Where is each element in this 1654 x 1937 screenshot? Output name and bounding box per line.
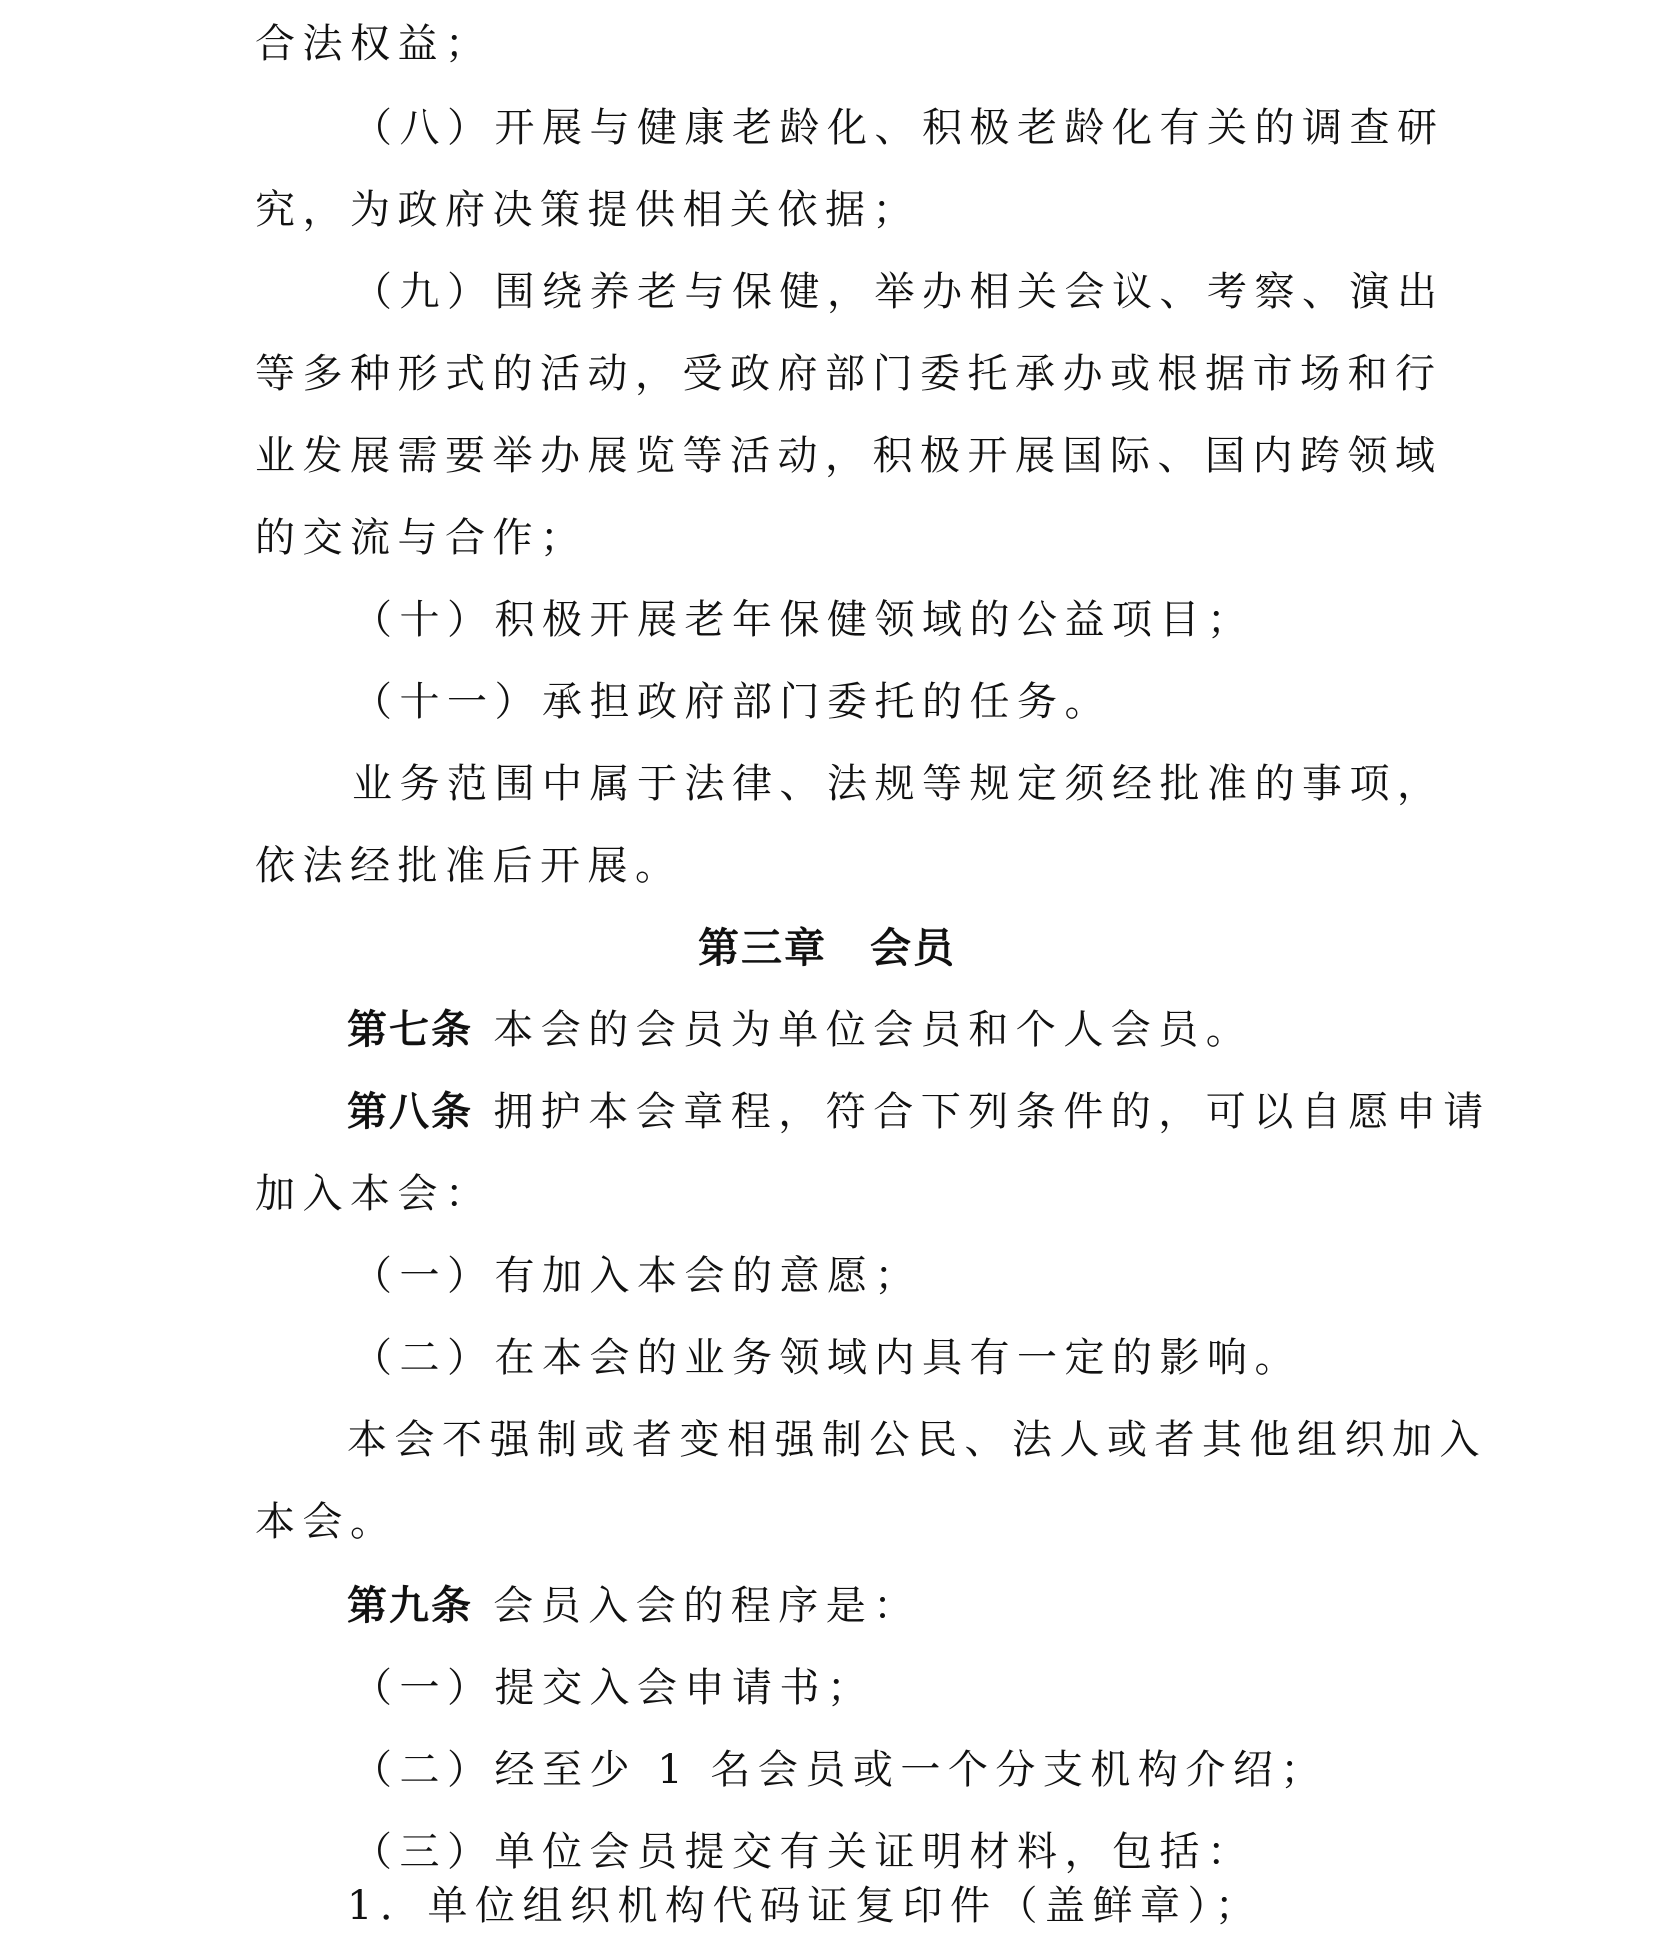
text-line: （三）单位会员提交有关证明材料，包括：: [352, 1829, 1255, 1875]
text-line: （十一）承担政府部门委托的任务。: [352, 679, 1112, 725]
article-label: 第九条: [347, 1583, 473, 1629]
text-line: （九）围绕养老与保健，举办相关会议、考察、演出: [352, 269, 1445, 315]
text-line: 1．单位组织机构代码证复印件（盖鲜章）；: [347, 1883, 1263, 1929]
text-line: 的交流与合作；: [255, 515, 588, 561]
article-label: 第八条: [347, 1089, 473, 1135]
text-line: 业务范围中属于法律、法规等规定须经批准的事项，: [352, 761, 1445, 807]
text-line: （八）开展与健康老龄化、积极老龄化有关的调查研: [352, 105, 1445, 151]
article-9: [347, 1580, 921, 1632]
text-line: （二）经至少 1 名会员或一个分支机构介绍；: [352, 1747, 1328, 1793]
text-line: （一）提交入会申请书；: [352, 1665, 875, 1711]
article-text: 拥护本会章程，符合下列条件的，可以自愿申请: [493, 1089, 1491, 1135]
chapter-heading: 第三章 会员: [698, 924, 956, 972]
article-text: 本会的会员为单位会员和个人会员。: [493, 1007, 1254, 1053]
article-text: 会员入会的程序是：: [493, 1583, 921, 1629]
article-8: [347, 1086, 1491, 1138]
text-line: 依法经批准后开展。: [255, 843, 683, 889]
text-line: 究，为政府决策提供相关依据；: [255, 187, 920, 233]
text-line: （二）在本会的业务领域内具有一定的影响。: [352, 1335, 1302, 1381]
text-line: 本会不强制或者变相强制公民、法人或者其他组织加入: [347, 1417, 1487, 1463]
text-line: 加入本会：: [255, 1171, 493, 1217]
text-line: （十）积极开展老年保健领域的公益项目；: [352, 597, 1255, 643]
text-line: 合法权益；: [255, 21, 493, 67]
article-label: 第七条: [347, 1007, 473, 1053]
text-line: 业发展需要举办展览等活动，积极开展国际、国内跨领域: [255, 433, 1443, 479]
text-line: 等多种形式的活动，受政府部门委托承办或根据市场和行: [255, 351, 1443, 397]
text-line: （一）有加入本会的意愿；: [352, 1253, 922, 1299]
text-line: 本会。: [255, 1499, 398, 1545]
article-7: [347, 1004, 1253, 1056]
